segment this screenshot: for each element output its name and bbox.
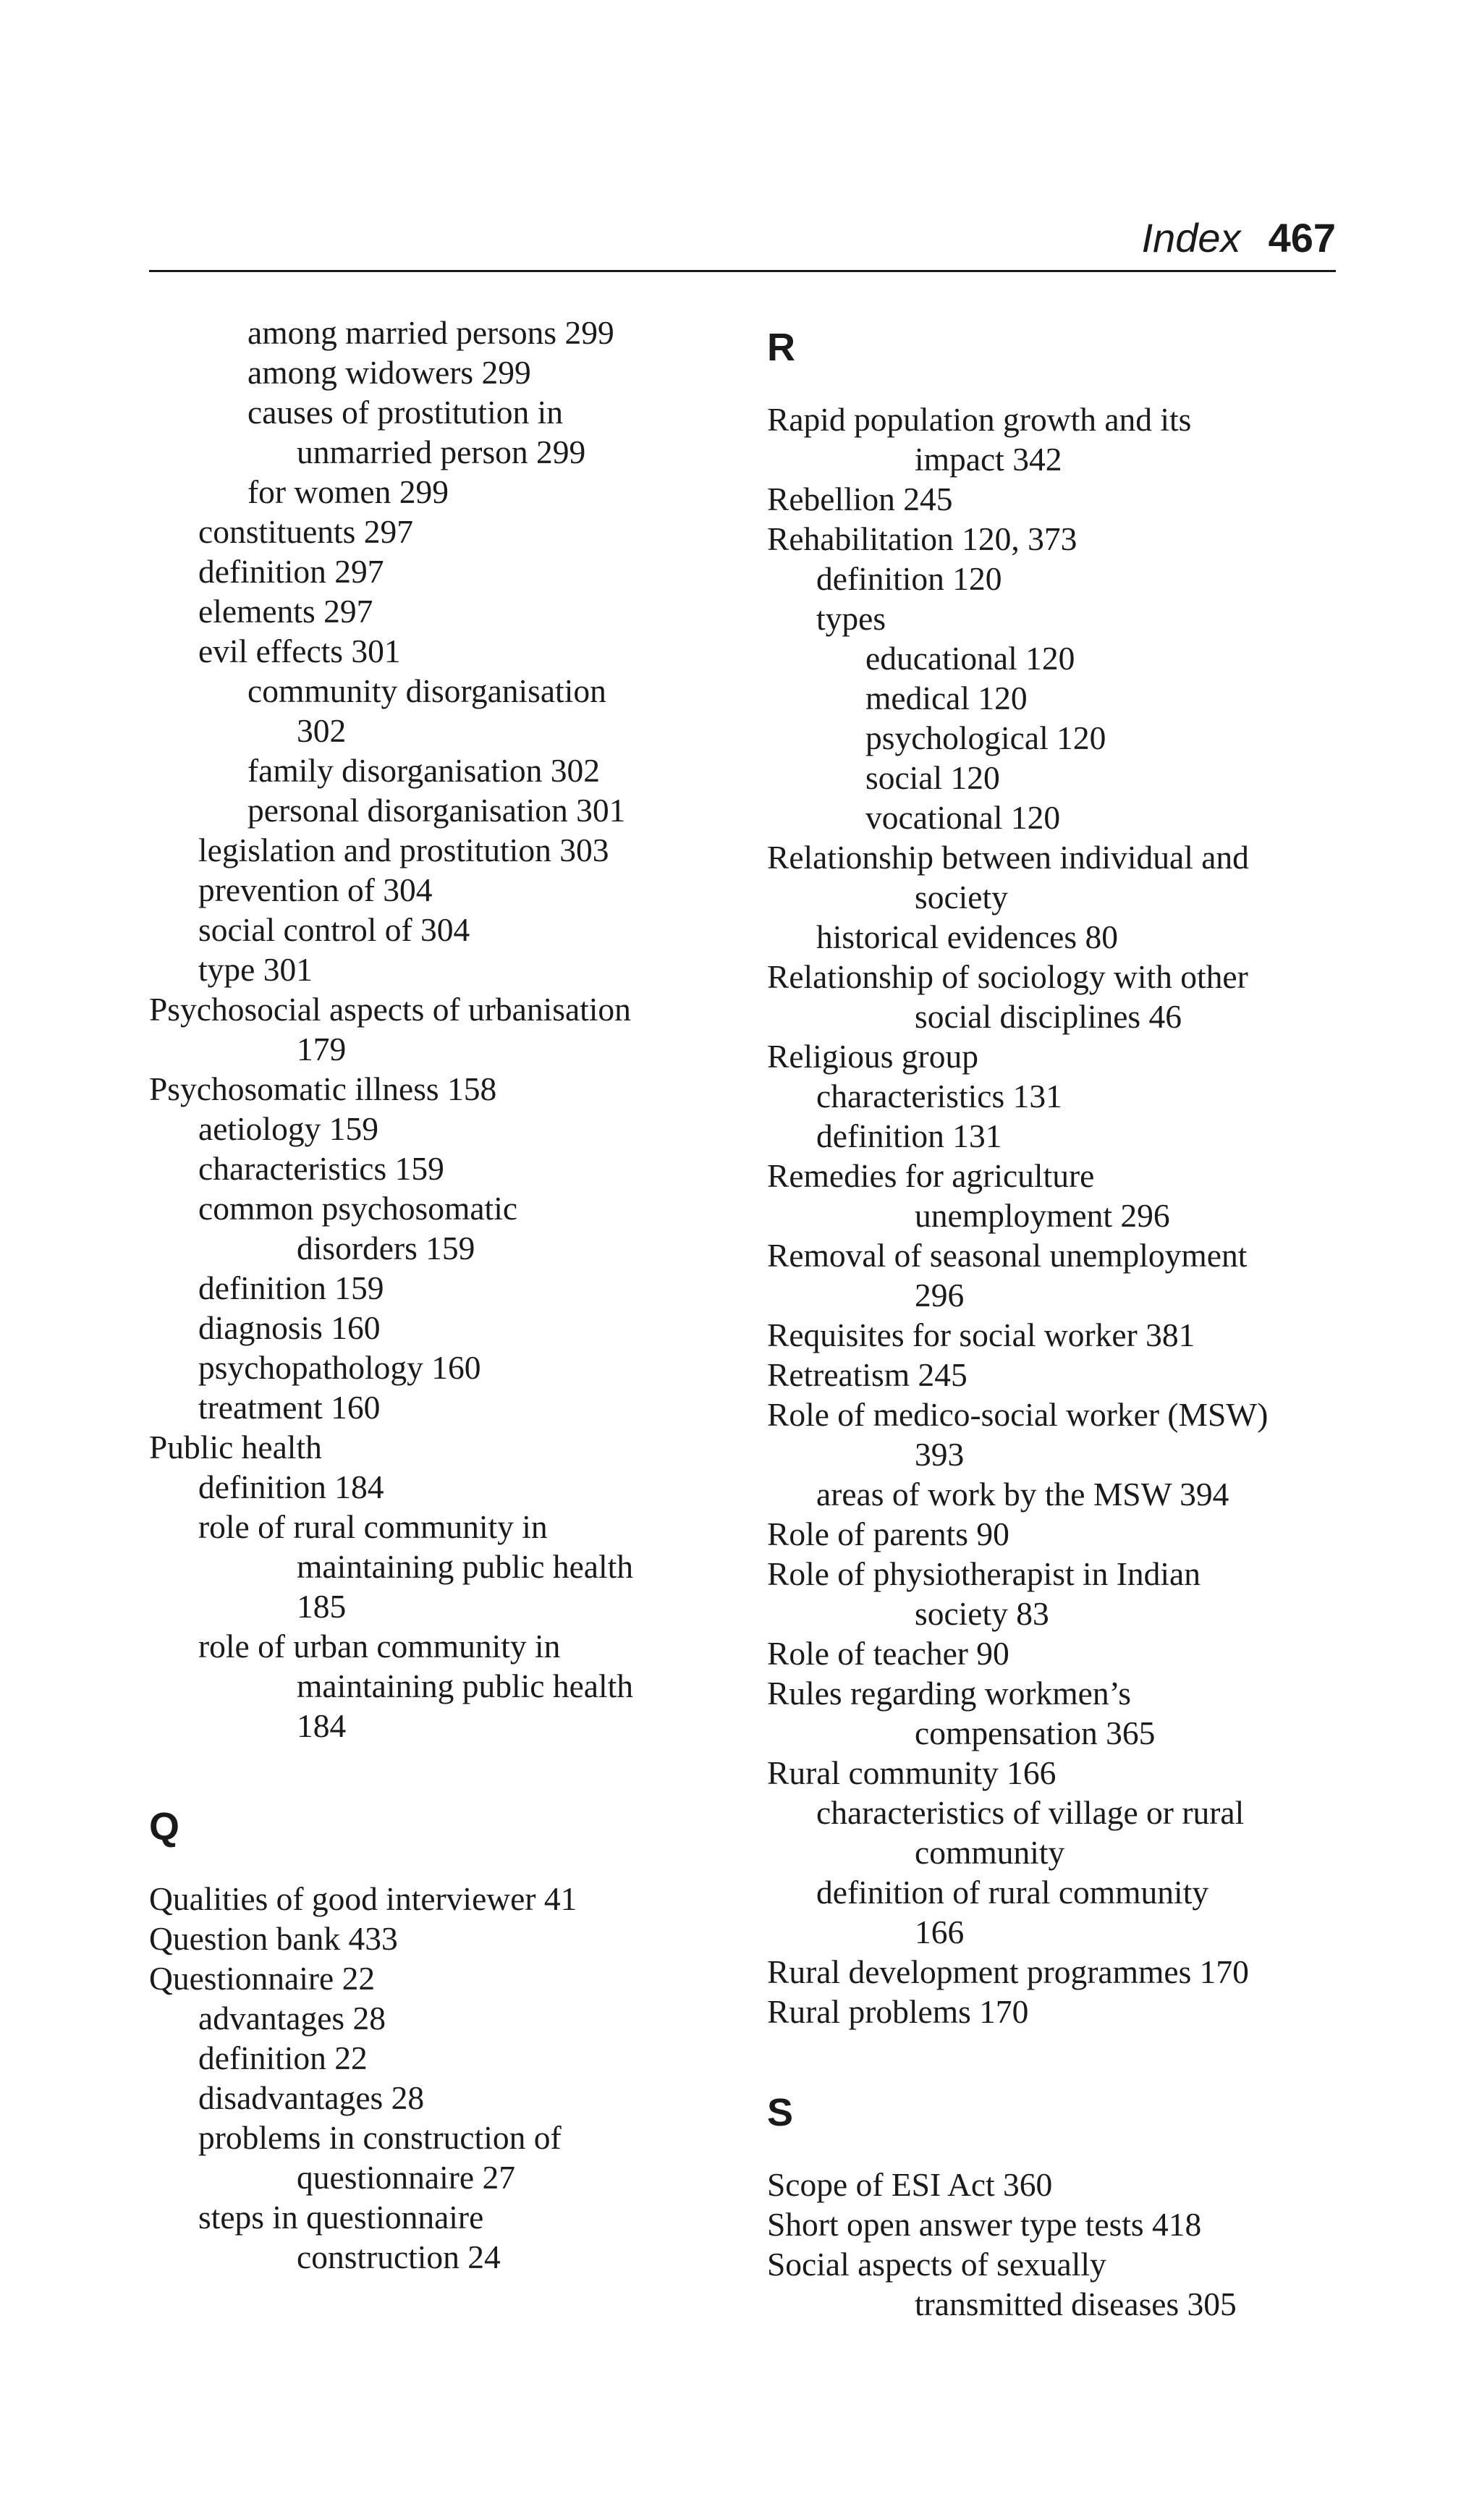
index-entry: Qualities of good interviewer 41 <box>149 1880 577 1917</box>
index-entry: compensation 365 <box>915 1714 1156 1751</box>
index-entry: impact 342 <box>915 441 1062 478</box>
index-entry: Rebellion 245 <box>767 481 953 517</box>
index-entry: characteristics 131 <box>816 1078 1062 1115</box>
index-entry: Role of physiotherapist in Indian <box>767 1555 1201 1592</box>
index-entry: elements 297 <box>198 593 373 630</box>
section-spacer <box>767 2031 1346 2078</box>
index-entry: transmitted diseases 305 <box>915 2286 1237 2322</box>
index-entry: prevention of 304 <box>198 871 433 908</box>
index-entry: maintaining public health <box>297 1548 633 1585</box>
index-entry: advantages 28 <box>198 2000 386 2037</box>
index-entry: evil effects 301 <box>198 633 401 669</box>
index-entry: for women 299 <box>247 473 449 510</box>
index-entry: Question bank 433 <box>149 1920 398 1957</box>
index-entry: Psychosocial aspects of urbanisation <box>149 991 631 1028</box>
index-entry: family disorganisation 302 <box>247 752 600 789</box>
index-entry: common psychosomatic <box>198 1190 518 1227</box>
index-entry: definition 120 <box>816 560 1002 597</box>
index-entry: community <box>915 1834 1065 1871</box>
index-column-left <box>149 313 728 2277</box>
index-entry: Scope of ESI Act 360 <box>767 2166 1053 2203</box>
index-entry: historical evidences 80 <box>816 918 1118 955</box>
index-entry: maintaining public health <box>297 1667 633 1704</box>
index-section-letter: R <box>767 326 795 369</box>
index-entry: definition 297 <box>198 553 384 590</box>
index-section-letter: S <box>767 2091 794 2134</box>
index-entry: treatment 160 <box>198 1389 381 1426</box>
index-entry: disadvantages 28 <box>198 2079 425 2116</box>
index-entry: areas of work by the MSW 394 <box>816 1476 1229 1513</box>
index-entry: educational 120 <box>865 640 1075 677</box>
index-entry: role of urban community in <box>198 1628 561 1665</box>
index-entry: Rehabilitation 120, 373 <box>767 520 1077 557</box>
index-entry: problems in construction of <box>198 2119 562 2156</box>
index-entry: diagnosis 160 <box>198 1309 381 1346</box>
index-entry: Public health <box>149 1429 322 1466</box>
index-entry: questionnaire 27 <box>297 2159 515 2196</box>
index-entry: Rural development programmes 170 <box>767 1953 1249 1990</box>
index-entry: social control of 304 <box>198 911 470 948</box>
index-entry: unmarried person 299 <box>297 434 586 470</box>
index-entry: 179 <box>297 1031 347 1067</box>
index-entry: construction 24 <box>297 2238 501 2275</box>
index-entry: Role of parents 90 <box>767 1515 1009 1552</box>
index-entry: among widowers 299 <box>247 354 531 391</box>
index-entry: Removal of seasonal unemployment <box>767 1237 1248 1274</box>
index-entry: definition 131 <box>816 1117 1002 1154</box>
index-entry: disorders 159 <box>297 1230 475 1267</box>
page-number: 467 <box>1268 215 1336 261</box>
index-entry: Short open answer type tests 418 <box>767 2206 1202 2243</box>
index-entry: Retreatism 245 <box>767 1356 967 1393</box>
index-entry: society <box>915 879 1008 916</box>
index-entry: medical 120 <box>865 680 1028 716</box>
index-entry: 393 <box>915 1436 965 1473</box>
running-head <box>149 214 1336 272</box>
index-entry: community disorganisation <box>247 672 606 709</box>
index-entry: Relationship of sociology with other <box>767 958 1248 995</box>
index-entry: role of rural community in <box>198 1508 548 1545</box>
index-entry: Rural problems 170 <box>767 1993 1029 2030</box>
index-entry: 302 <box>297 712 347 749</box>
index-entry: definition of rural community <box>816 1874 1209 1911</box>
index-entry: Remedies for agriculture <box>767 1157 1095 1194</box>
index-entry: type 301 <box>198 951 313 988</box>
index-entry: characteristics 159 <box>198 1150 444 1187</box>
index-entry: Relationship between individual and <box>767 839 1249 876</box>
index-entry: 166 <box>915 1914 965 1950</box>
index-entry: Role of medico-social worker (MSW) <box>767 1396 1269 1433</box>
index-entry: definition 22 <box>198 2039 368 2076</box>
index-entry: personal disorganisation 301 <box>247 792 626 829</box>
index-entry: Religious group <box>767 1038 978 1075</box>
index-entry: 296 <box>915 1277 965 1314</box>
index-entry: Rural community 166 <box>767 1754 1057 1791</box>
index-entry: 185 <box>297 1588 347 1625</box>
running-head-label: Index <box>1141 215 1241 261</box>
index-entry: Rapid population growth and its <box>767 401 1192 438</box>
index-entry: Rules regarding workmen’s <box>767 1675 1131 1712</box>
index-entry: definition 184 <box>198 1468 384 1505</box>
index-entry: steps in questionnaire <box>198 2199 484 2236</box>
index-section-letter: Q <box>149 1805 180 1848</box>
index-entry: characteristics of village or rural <box>816 1794 1245 1831</box>
index-entry: unemployment 296 <box>915 1197 1170 1234</box>
index-entry: constituents 297 <box>198 513 413 550</box>
index-entry: definition 159 <box>198 1269 384 1306</box>
index-entry: aetiology 159 <box>198 1110 378 1147</box>
index-entry: society 83 <box>915 1595 1049 1632</box>
index-entry: vocational 120 <box>865 799 1061 836</box>
index-entry: Questionnaire 22 <box>149 1960 376 1997</box>
index-column-right <box>767 313 1346 2324</box>
index-entry: psychopathology 160 <box>198 1349 481 1386</box>
index-entry: causes of prostitution in <box>247 394 563 431</box>
index-entry: Role of teacher 90 <box>767 1635 1009 1672</box>
section-spacer <box>149 1746 728 1792</box>
index-entry: 184 <box>297 1707 347 1744</box>
index-entry: social disciplines 46 <box>915 998 1182 1035</box>
index-entry: Requisites for social worker 381 <box>767 1316 1195 1353</box>
index-entry: social 120 <box>865 759 1000 796</box>
index-entry: Psychosomatic illness 158 <box>149 1070 497 1107</box>
index-entry: psychological 120 <box>865 719 1106 756</box>
index-entry: types <box>816 600 886 637</box>
index-entry: Social aspects of sexually <box>767 2246 1106 2283</box>
index-entry: legislation and prostitution 303 <box>198 832 609 868</box>
index-entry: among married persons 299 <box>247 314 614 351</box>
